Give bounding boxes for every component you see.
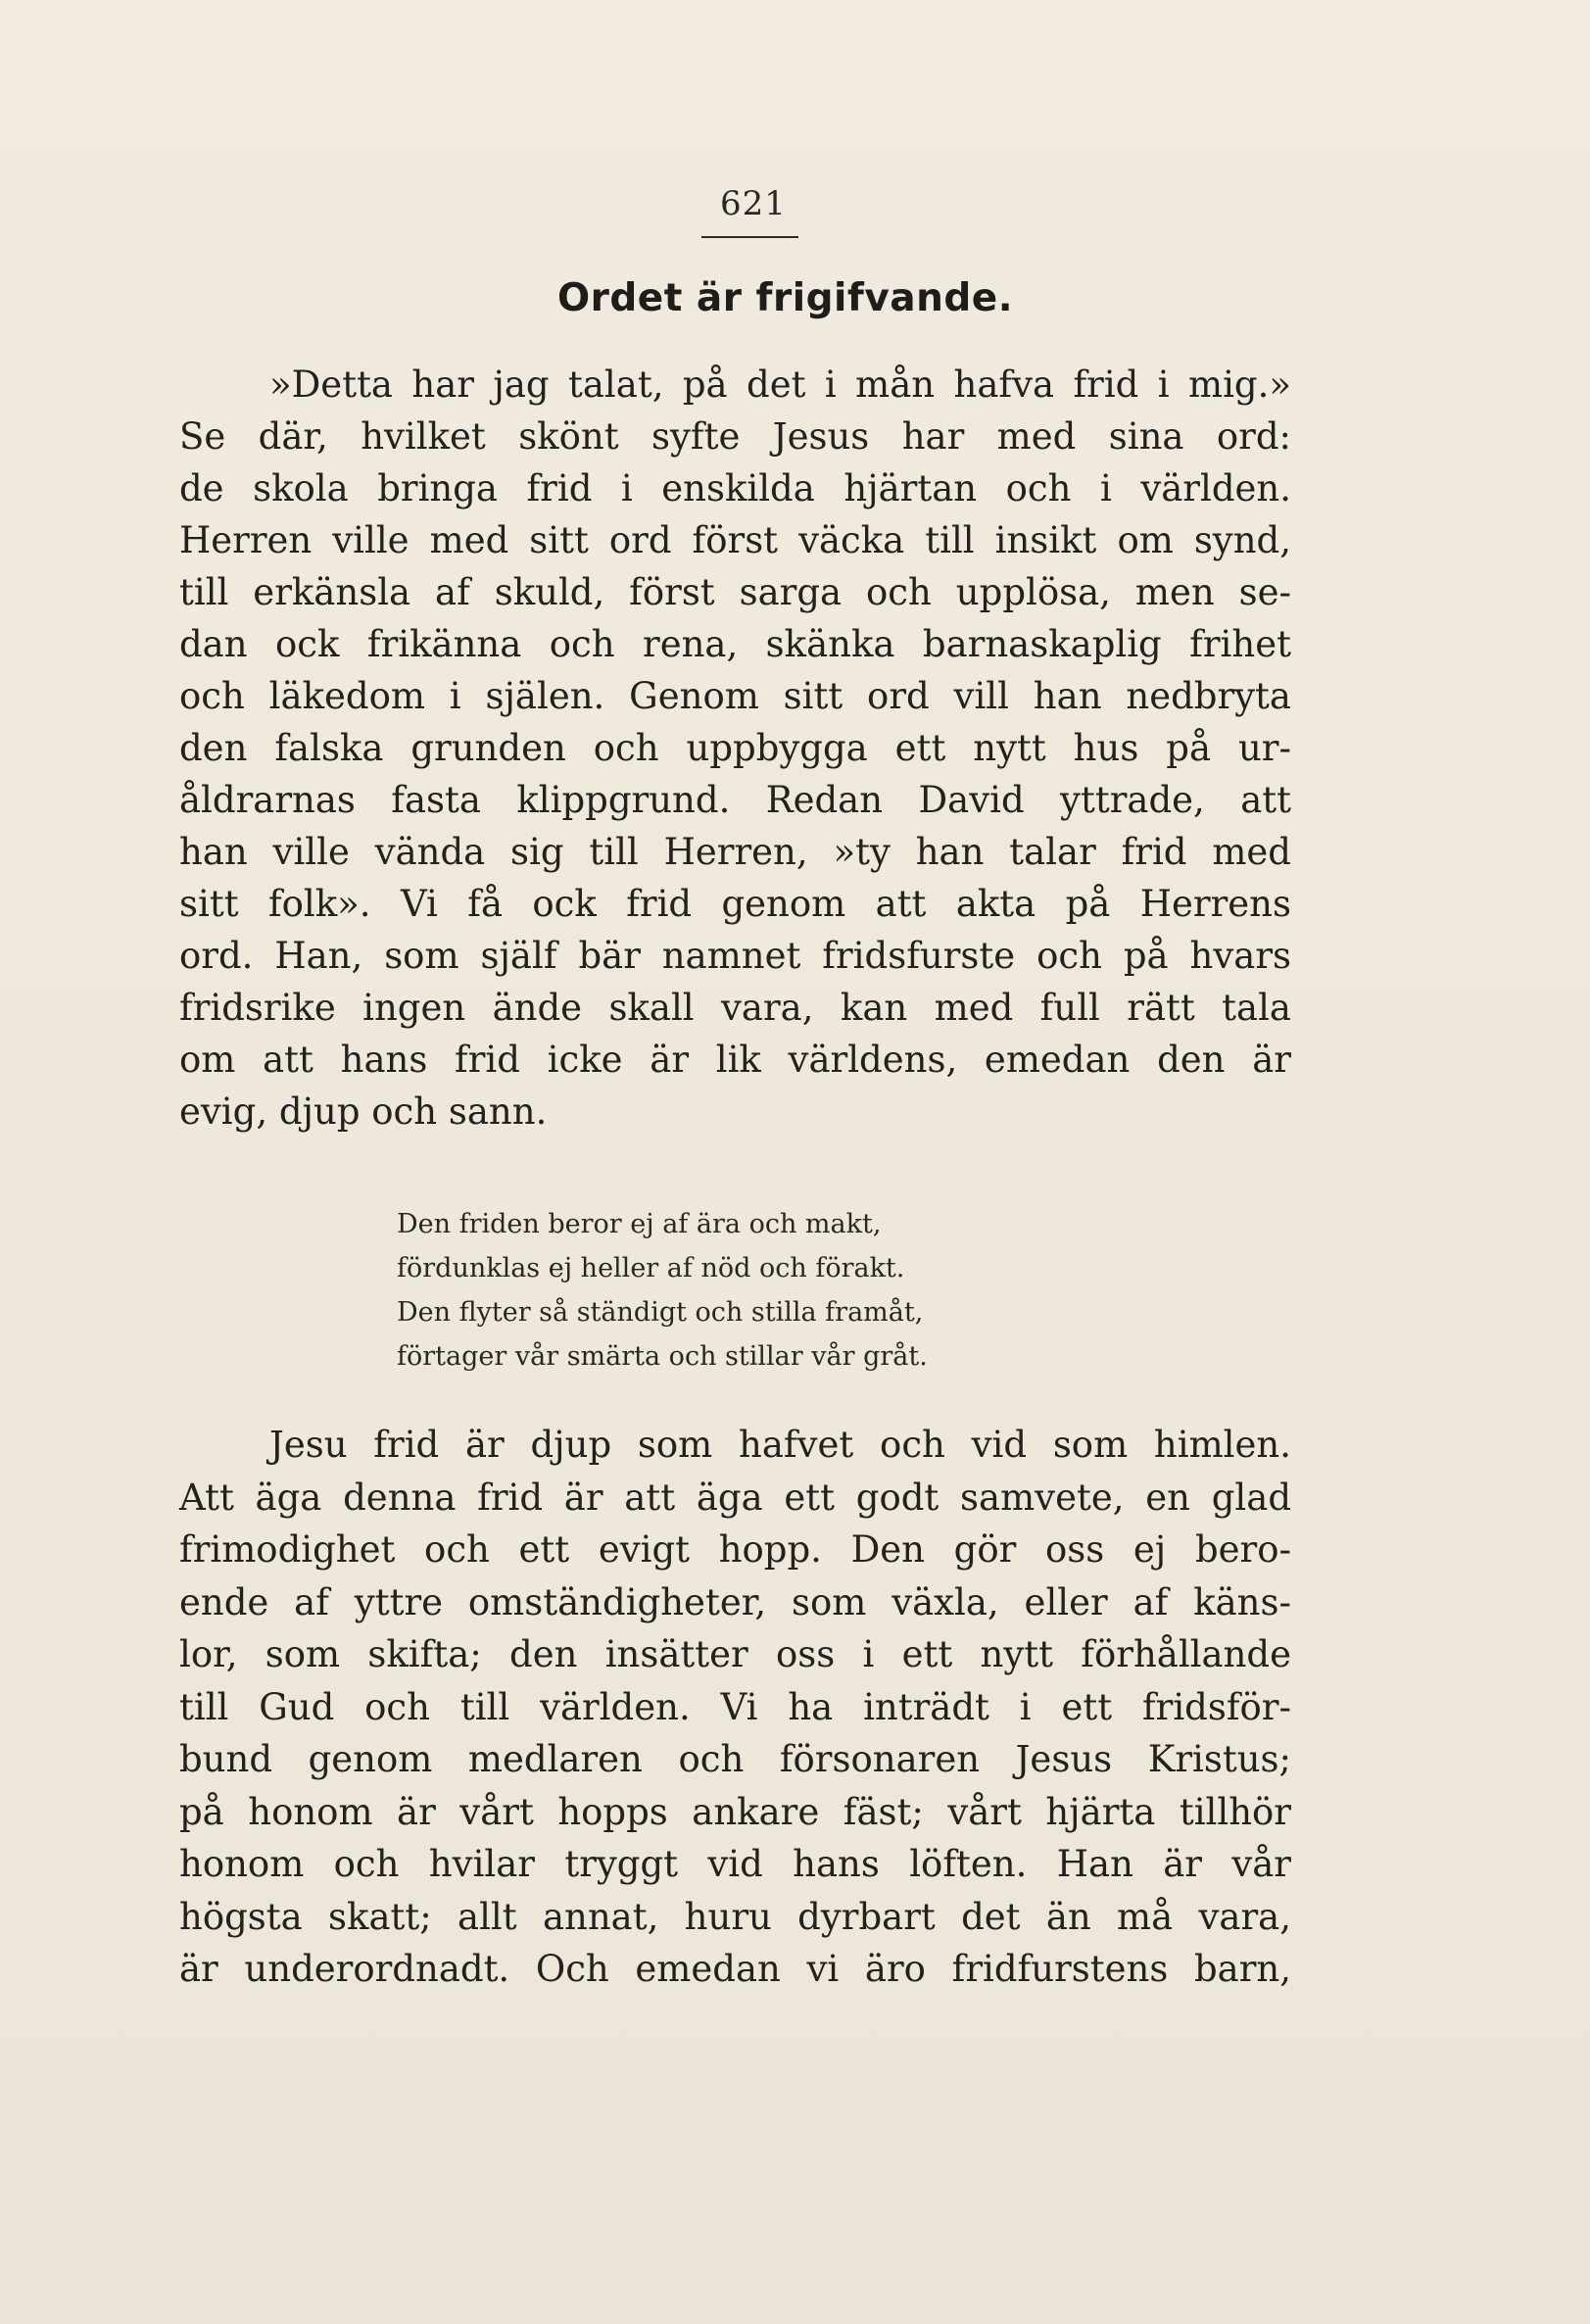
- paragraph-line: högsta skatt; allt annat, huru dyrbart det än må vara,: [179, 1895, 1291, 1938]
- paragraph-line: honom och hvilar tryggt vid hans löften. Han är vår: [179, 1843, 1291, 1885]
- paragraph-line: dan ock frikänna och rena, skänka barnaskaplig frihet: [179, 623, 1291, 665]
- paragraph-line: »Detta har jag talat, på det i mån hafva frid i mig.»: [269, 363, 1291, 406]
- paragraph-line: till Gud och till världen. Vi ha inträdt i ett fridsför-: [179, 1685, 1291, 1728]
- poem-stanza: [397, 1202, 1132, 1379]
- paragraph-line: åldrarnas fasta klippgrund. Redan David yttrade, att: [179, 779, 1291, 821]
- paragraph-line: Att äga denna frid är att äga ett godt samvete, en glad: [179, 1476, 1291, 1519]
- paragraph-line: är underordnadt. Och emedan vi äro fridfurstens barn,: [179, 1948, 1291, 1990]
- page-number: 621: [720, 184, 787, 223]
- paragraph-line: och läkedom i själen. Genom sitt ord vill han nedbryta: [179, 675, 1291, 717]
- poem-verse: Den friden beror ej af ära och makt,: [397, 1209, 882, 1239]
- paragraph-line: sitt folk». Vi få ock frid genom att akta på Herrens: [179, 883, 1291, 925]
- paragraph-line: Jesu frid är djup som hafvet och vid som himlen.: [269, 1424, 1291, 1466]
- paragraph-line: Herren ville med sitt ord först väcka till insikt om synd,: [179, 519, 1291, 561]
- paragraph-line: på honom är vårt hopps ankare fäst; vårt hjärta tillhör: [179, 1790, 1291, 1833]
- poem-verse: förtager vår smärta och stillar vår gråt.: [397, 1341, 928, 1372]
- chapter-title: Ordet är frigifvande.: [556, 276, 1014, 320]
- paragraph-line: bund genom medlaren och försonaren Jesus Kristus;: [179, 1738, 1291, 1780]
- paragraph-line: ende af yttre omständigheter, som växla, eller af käns-: [179, 1580, 1291, 1623]
- paragraph-line: om att hans frid icke är lik världens, emedan den är: [179, 1039, 1291, 1081]
- page-number-rule: [701, 236, 798, 238]
- paragraph-line: den falska grunden och uppbygga ett nytt hus på ur-: [179, 727, 1291, 769]
- paragraph-line: fridsrike ingen ände skall vara, kan med full rätt tala: [179, 987, 1291, 1029]
- paragraph-2: [179, 1419, 1291, 1996]
- paragraph-line: Se där, hvilket skönt syfte Jesus har med sina ord:: [179, 415, 1291, 458]
- paragraph-line: lor, som skifta; den insätter oss i ett nytt förhållande: [179, 1633, 1291, 1675]
- poem-verse: fördunklas ej heller af nöd och förakt.: [397, 1253, 905, 1283]
- paragraph-line: ord. Han, som själf bär namnet fridsfurste och på hvars: [179, 935, 1291, 977]
- paragraph-line: evig, djup och sann.: [179, 1090, 548, 1133]
- paragraph-1: [179, 359, 1291, 1138]
- paragraph-line: frimodighet och ett evigt hopp. Den gör oss ej bero-: [179, 1528, 1291, 1571]
- paragraph-line: de skola bringa frid i enskilda hjärtan och i världen.: [179, 467, 1291, 509]
- paragraph-line: han ville vända sig till Herren, »ty han talar frid med: [179, 831, 1291, 873]
- paragraph-line: till erkänsla af skuld, först sarga och upplösa, men se-: [179, 571, 1291, 613]
- poem-verse: Den flyter så ständigt och stilla framåt,: [397, 1297, 924, 1328]
